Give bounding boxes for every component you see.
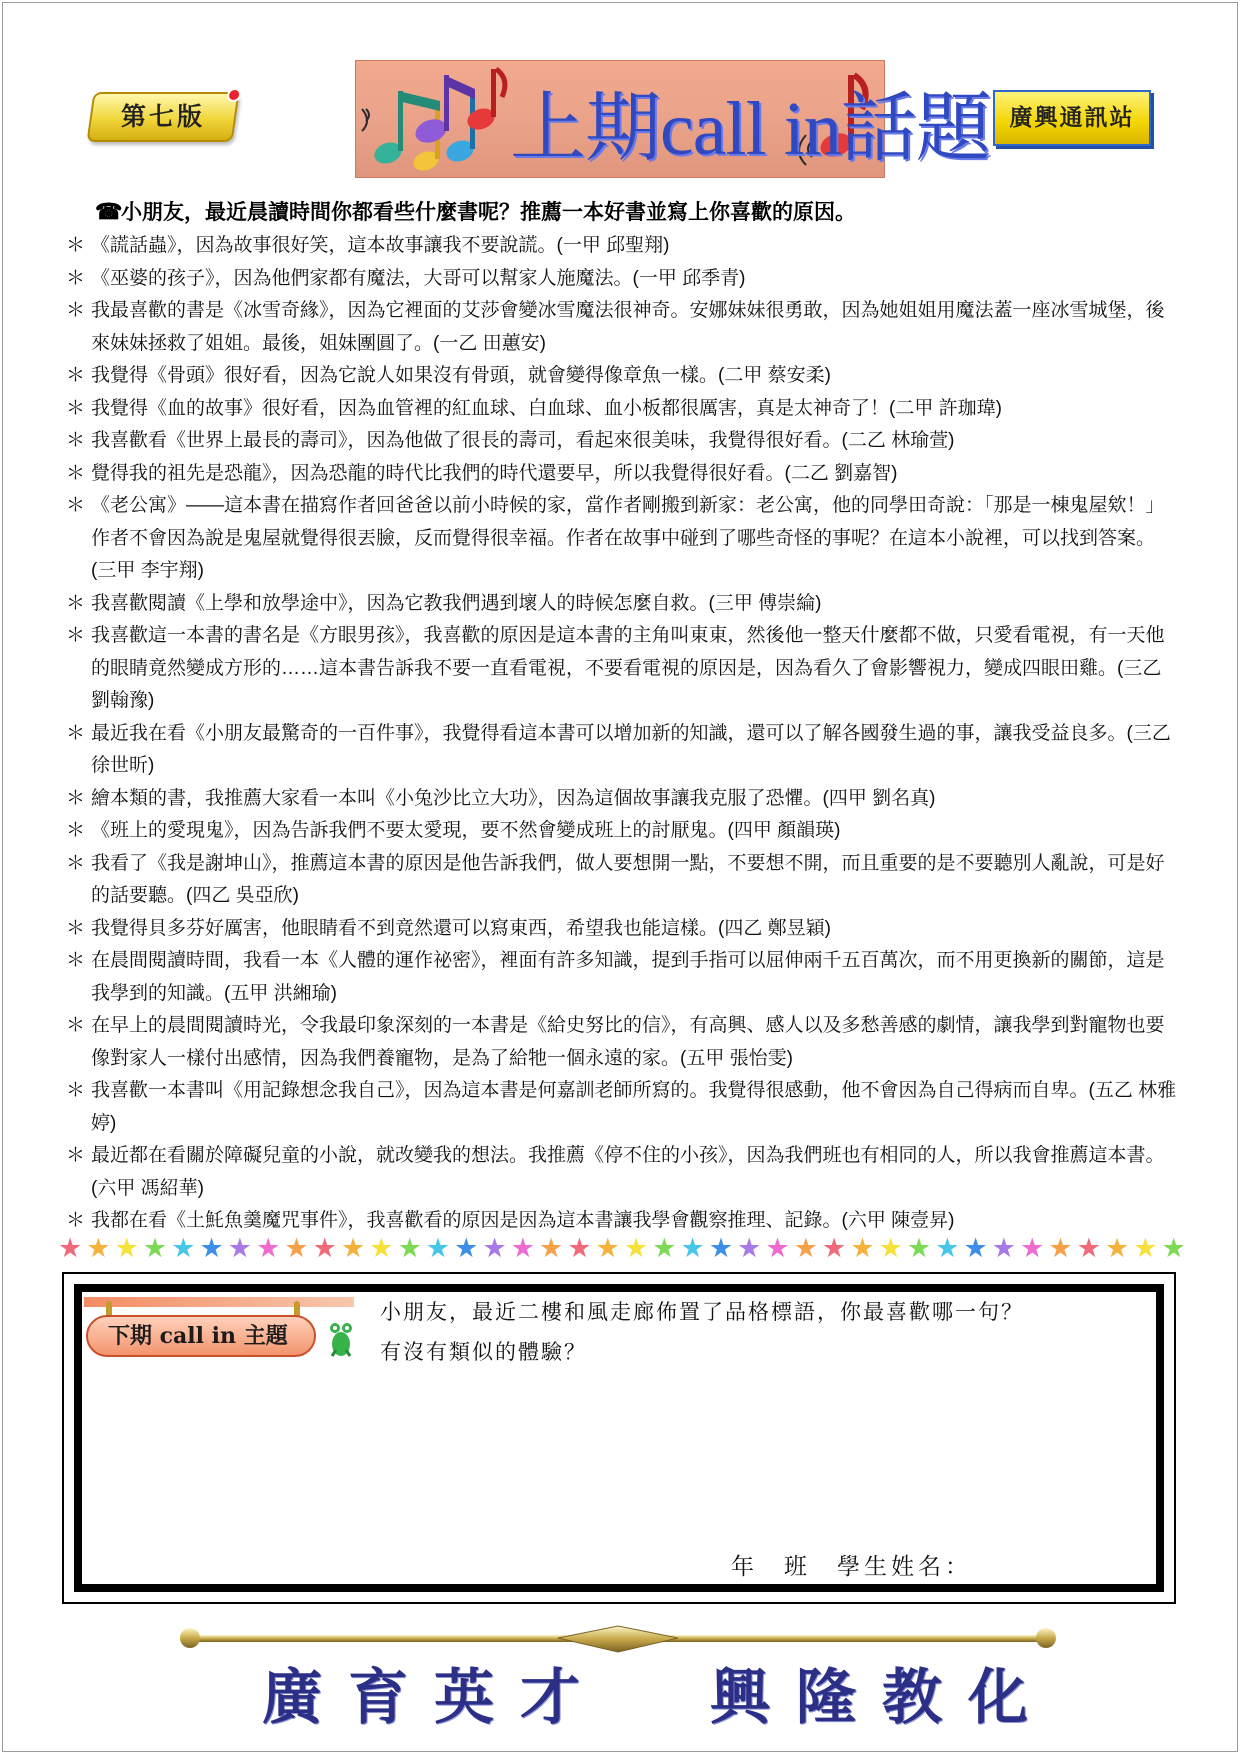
bullet-star-icon: ＊	[66, 852, 86, 874]
star-icon: ★	[256, 1232, 281, 1264]
answer-text: 最近我在看《小朋友最驚奇的一百件事》，我覺得看這本書可以增加新的知識，還可以了解各國發生過的事，讓我受益良多。(三乙 徐世昕)	[91, 722, 1171, 776]
star-icon: ★	[369, 1232, 394, 1264]
edition-badge	[86, 92, 239, 142]
student-name-label: 學生姓名：	[837, 1554, 972, 1580]
bullet-star-icon: ＊	[66, 462, 86, 484]
answer-text: 《謊話蟲》，因為故事很好笑，這本故事讓我不要說謊。(一甲 邱聖翔)	[91, 235, 670, 256]
star-icon: ★	[1020, 1232, 1045, 1264]
answer-text: 繪本類的書，我推薦大家看一本叫《小兔沙比立大功》，因為這個故事讓我克服了恐懼。(四甲 劉名真)	[91, 787, 936, 809]
motto-right: 興隆教化	[710, 1663, 1054, 1733]
star-icon: ★	[1104, 1232, 1130, 1264]
star-icon: ★	[822, 1232, 847, 1264]
list-item	[66, 1010, 1180, 1075]
answer-text: 我看了《我是謝坤山》，推薦這本書的原因是他告訴我們，做人要想開一點，不要想不開，而且重要的是不要聽別人亂說，可是好的話要聽。(四乙 吳亞欣)	[91, 852, 1165, 906]
list-item	[66, 458, 1180, 491]
star-icon: ★	[765, 1232, 790, 1264]
list-item	[66, 295, 1180, 360]
star-icon: ★	[284, 1232, 309, 1264]
class-label: 班	[784, 1554, 811, 1580]
star-icon: ★	[906, 1232, 932, 1264]
star-icon: ★	[623, 1232, 649, 1264]
next-callin-prompt	[380, 1292, 1120, 1372]
bullet-star-icon: ＊	[66, 722, 86, 744]
answer-text: 我都在看《土魠魚羹魔咒事件》，我喜歡看的原因是因為這本書讓我學會觀察推理、記錄。(六甲 陳壹昇)	[91, 1210, 955, 1231]
answer-text: 覺得我的祖先是恐龍》，因為恐龍的時代比我們的時代還要早，所以我覺得很好看。(二乙 劉嘉智)	[91, 462, 898, 484]
answer-text: 我覺得《血的故事》很好看，因為血管裡的紅血球、白血球、血小板都很厲害，真是太神奇了！(二甲 許珈瑋)	[91, 397, 1002, 419]
bullet-star-icon: ＊	[66, 365, 86, 386]
bullet-star-icon: ＊	[66, 430, 86, 451]
tag-pill	[86, 1315, 316, 1357]
star-icon: ★	[991, 1232, 1017, 1264]
star-icon: ★	[680, 1232, 705, 1264]
bullet-star-icon: ＊	[66, 1210, 86, 1231]
prompt-line-2: 有沒有類似的體驗？	[380, 1340, 587, 1364]
star-icon: ★	[142, 1232, 168, 1264]
answer-text: 《老公寓》——這本書在描寫作者回爸爸以前小時候的家，當作者剛搬到新家：老公寓，他的同學田奇說：「那是一棟鬼屋欸！」作者不會因為說是鬼屋就覺得很丟臉，反而覺得很幸福。作者在故事中碰到了哪些奇怪的事呢？在這本小說裡，可以找到答案。(三甲 李宇翔)	[91, 495, 1165, 581]
next-callin-tag	[84, 1297, 322, 1359]
star-icon: ★	[86, 1232, 111, 1264]
list-item	[66, 783, 1180, 816]
star-icon: ★	[850, 1232, 875, 1264]
bullet-star-icon: ＊	[66, 495, 86, 516]
bullet-star-icon: ＊	[66, 950, 86, 971]
star-icon: ★	[567, 1232, 592, 1264]
list-item	[66, 490, 1180, 588]
site-badge	[993, 90, 1151, 146]
frog-icon	[326, 1318, 356, 1358]
grade-label: 年	[731, 1554, 758, 1580]
star-icon: ★	[793, 1232, 818, 1264]
answer-text: 我覺得《骨頭》很好看，因為它說人如果沒有骨頭，就會變得像章魚一樣。(二甲 蔡安柔)	[91, 365, 831, 386]
star-icon: ★	[454, 1232, 479, 1264]
star-icon: ★	[1133, 1232, 1158, 1264]
answer-text: 我喜歡閱讀《上學和放學途中》，因為它教我們遇到壞人的時候怎麼自救。(三甲 傅崇綸)	[91, 592, 822, 614]
star-icon: ★	[199, 1232, 224, 1264]
star-icon: ★	[1076, 1232, 1101, 1264]
list-item	[66, 815, 1180, 848]
star-icon: ★	[171, 1232, 196, 1264]
star-icon: ★	[397, 1232, 422, 1264]
star-icon: ★	[510, 1232, 535, 1264]
star-icon: ★	[227, 1232, 252, 1264]
list-item	[66, 1075, 1180, 1140]
list-item	[66, 718, 1180, 783]
star-divider	[58, 1230, 1186, 1266]
list-item	[66, 263, 1180, 296]
tag-label: 下期 call in 主題	[108, 1323, 288, 1349]
star-icon: ★	[935, 1232, 960, 1264]
star-icon: ★	[878, 1232, 903, 1264]
star-icon: ★	[312, 1232, 337, 1264]
bullet-star-icon: ＊	[66, 1015, 86, 1036]
star-icon: ★	[340, 1232, 366, 1264]
prompt-line-1: 小朋友，最近二樓和風走廊佈置了品格標語，你最喜歡哪一句？	[380, 1300, 1024, 1324]
motto-left: 廣育英才	[262, 1663, 606, 1733]
star-icon: ★	[58, 1232, 83, 1264]
star-icon: ★	[708, 1232, 734, 1264]
list-item	[66, 848, 1180, 913]
answer-text: 《巫婆的孩子》，因為他們家都有魔法，大哥可以幫家人施魔法。(一甲 邱季青)	[91, 267, 746, 289]
phone-icon: ☎	[95, 199, 123, 225]
answer-text: 在晨間閱讀時間，我看一本《人體的運作祕密》，裡面有許多知識，提到手指可以屈伸兩千五百萬次，而不用更換新的關節，這是我學到的知識。(五甲 洪緗瑜)	[91, 950, 1165, 1004]
star-icon: ★	[595, 1232, 620, 1264]
answer-text: 我最喜歡的書是《冰雪奇緣》，因為它裡面的艾莎會變冰雪魔法很神奇。安娜妹妹很勇敢，因為她姐姐用魔法蓋一座冰雪城堡，後來妹妹拯救了姐姐。最後，姐妹團圓了。(一乙 田蕙安)	[91, 300, 1165, 354]
topic-banner	[355, 60, 991, 178]
answer-text: 最近都在看關於障礙兒童的小說，就改變我的想法。我推薦《停不住的小孩》，因為我們班也有相同的人，所以我會推薦這本書。(六甲 馮紹華)	[91, 1145, 1165, 1199]
bullet-star-icon: ＊	[66, 917, 86, 939]
bullet-star-icon: ＊	[66, 787, 86, 809]
list-item	[66, 945, 1180, 1010]
list-item	[66, 393, 1180, 426]
answer-text: 《班上的愛現鬼》，因為告訴我們不要太愛現，要不然會變成班上的討厭鬼。(四甲 顏韻瑛)	[91, 820, 841, 841]
bullet-star-icon: ＊	[66, 1145, 86, 1166]
star-icon: ★	[652, 1232, 677, 1264]
edition-badge-label: 第七版	[120, 102, 205, 131]
star-icon: ★	[1161, 1232, 1186, 1264]
answer-list	[66, 230, 1180, 1238]
answer-text: 我喜歡這一本書的書名是《方眼男孩》，我喜歡的原因是這本書的主角叫東東，然後他一整天什麼都不做，只愛看電視，有一天他的眼睛竟然變成方形的……這本書告訴我不要一直看電視，不要看電視的原因是，因為看久了會影響視力，變成四眼田雞。(三乙 劉翰豫)	[91, 625, 1165, 711]
bullet-star-icon: ＊	[66, 235, 86, 256]
list-item	[66, 425, 1180, 458]
answer-text: 我喜歡一本書叫《用記錄想念我自己》，因為這本書是何嘉訓老師所寫的。我覺得很感動，他不會因為自己得病而自卑。(五乙 林雅婷)	[91, 1080, 1177, 1134]
question-text: 小朋友，最近晨讀時間你都看些什麼書呢？推薦一本好書並寫上你喜歡的原因。	[121, 199, 856, 224]
list-item	[66, 230, 1180, 263]
bullet-star-icon: ＊	[66, 592, 86, 614]
list-item	[66, 620, 1180, 718]
bullet-star-icon: ＊	[66, 820, 86, 841]
star-icon: ★	[482, 1232, 507, 1264]
bullet-star-icon: ＊	[66, 625, 86, 646]
list-item	[66, 360, 1180, 393]
star-icon: ★	[539, 1232, 564, 1264]
star-icon: ★	[425, 1232, 451, 1264]
bullet-star-icon: ＊	[66, 1080, 86, 1101]
answer-text: 我覺得貝多芬好厲害，他眼睛看不到竟然還可以寫東西，希望我也能這樣。(四乙 鄭昱穎)	[91, 917, 831, 939]
question	[95, 196, 1195, 226]
tag-bar	[84, 1297, 354, 1307]
list-item	[66, 588, 1180, 621]
star-icon: ★	[1048, 1232, 1073, 1264]
list-item	[66, 1140, 1180, 1205]
star-icon: ★	[963, 1232, 988, 1264]
answer-text: 在早上的晨間閱讀時光，令我最印象深刻的一本書是《給史努比的信》，有高興、感人以及多愁善感的劇情，讓我學到對寵物也要像對家人一樣付出感情，因為我們養寵物，是為了給牠一個永遠的家。(五甲 張怡雯)	[91, 1015, 1165, 1069]
site-badge-label: 廣興通訊站	[1009, 104, 1135, 131]
list-item	[66, 913, 1180, 946]
student-info-line	[731, 1548, 972, 1581]
answer-text: 我喜歡看《世界上最長的壽司》，因為他做了很長的壽司，看起來很美味，我覺得很好看。(二乙 林瑜萱)	[91, 430, 955, 451]
star-icon: ★	[737, 1232, 762, 1264]
bullet-star-icon: ＊	[66, 300, 86, 321]
banner-title: 上期call in話題	[510, 87, 991, 171]
bullet-star-icon: ＊	[66, 267, 86, 289]
star-icon: ★	[114, 1232, 139, 1264]
bullet-star-icon: ＊	[66, 397, 86, 419]
